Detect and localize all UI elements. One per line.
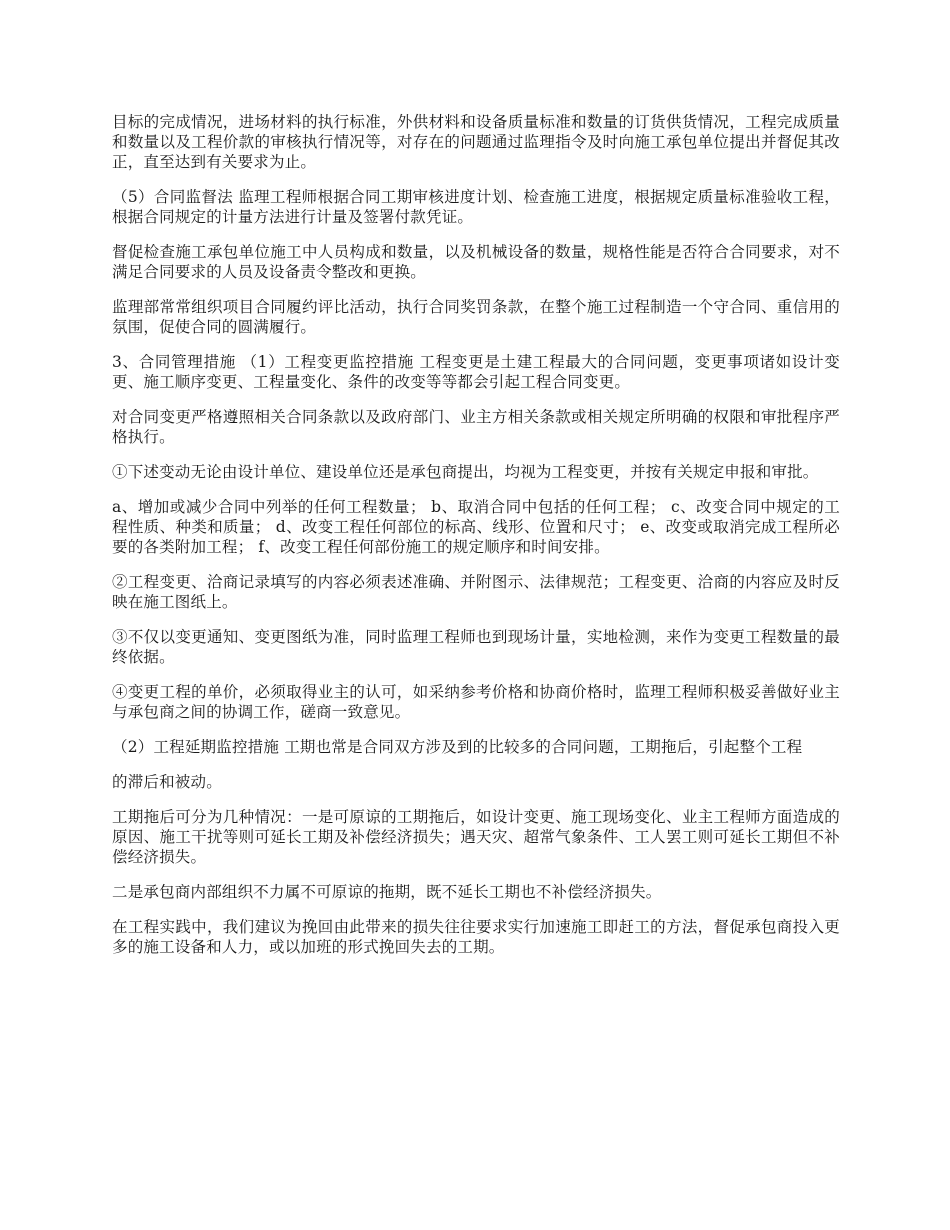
paragraph: （5）合同监督法 监理工程师根据合同工期审核进度计划、检查施工进度，根据规定质量标准验收工程，根据合同规定的计量方法进行计量及签署付款凭证。: [112, 188, 840, 226]
paragraph: a、增加或减少合同中列举的任何工程数量； b、取消合同中包括的任何工程； c、改变合同中规定的工程性质、种类和质量； d、改变工程任何部位的标高、线形、位置和尺寸； e、改变或取消完成工程所必要的各类附加工程； f、改变工程任何部份施工的规定顺序和时间安排。: [112, 498, 840, 556]
paragraph: ④变更工程的单价，必须取得业主的认可，如采纳参考价格和协商价格时，监理工程师积极妥善做好业主与承包商之间的协调工作，磋商一致意见。: [112, 683, 840, 721]
paragraph: ①下述变动无论由设计单位、建设单位还是承包商提出，均视为工程变更，并按有关规定申报和审批。: [112, 463, 819, 481]
paragraph: 二是承包商内部组织不力属不可原谅的拖期，既不延长工期也不补偿经济损失。: [112, 883, 662, 901]
paragraph: 在工程实践中，我们建议为挽回由此带来的损失往往要求实行加速施工即赶工的方法，督促承包商投入更多的施工设备和人力，或以加班的形式挽回失去的工期。: [112, 918, 840, 956]
paragraph: 的滞后和被动。: [112, 773, 222, 791]
paragraph: 对合同变更严格遵照相关合同条款以及政府部门、业主方相关条款或相关规定所明确的权限和审批程序严格执行。: [112, 408, 840, 446]
paragraph: 工期拖后可分为几种情况：一是可原谅的工期拖后，如设计变更、施工现场变化、业主工程师方面造成的原因、施工干扰等则可延长工期及补偿经济损失；遇天灾、超常气象条件、工人罢工则可延长工期但不补偿经济损失。: [112, 808, 840, 866]
paragraph: 监理部常常组织项目合同履约评比活动，执行合同奖罚条款，在整个施工过程制造一个守合同、重信用的氛围，促使合同的圆满履行。: [112, 298, 840, 336]
paragraph: （2）工程延期监控措施 工期也常是合同双方涉及到的比较多的合同问题，工期拖后，引起整个工程: [112, 738, 803, 756]
paragraph: 督促检查施工承包单位施工中人员构成和数量，以及机械设备的数量，规格性能是否符合合同要求，对不满足合同要求的人员及设备责令整改和更换。: [112, 243, 840, 281]
paragraph: ②工程变更、洽商记录填写的内容必须表述准确、并附图示、法律规范；工程变更、洽商的内容应及时反映在施工图纸上。: [112, 573, 840, 611]
document-page: [112, 112, 840, 972]
paragraph: 3、合同管理措施 （1）工程变更监控措施 工程变更是土建工程最大的合同问题，变更事项诸如设计变更、施工顺序变更、工程量变化、条件的改变等等都会引起工程合同变更。: [112, 353, 840, 391]
paragraph: ③不仅以变更通知、变更图纸为准，同时监理工程师也到现场计量，实地检测，来作为变更工程数量的最终依据。: [112, 628, 840, 666]
paragraph: 目标的完成情况，进场材料的执行标准，外供材料和设备质量标准和数量的订货供货情况，工程完成质量和数量以及工程价款的审核执行情况等，对存在的问题通过监理指令及时向施工承包单位提出并督促其改正，直至达到有关要求为止。: [112, 113, 840, 171]
